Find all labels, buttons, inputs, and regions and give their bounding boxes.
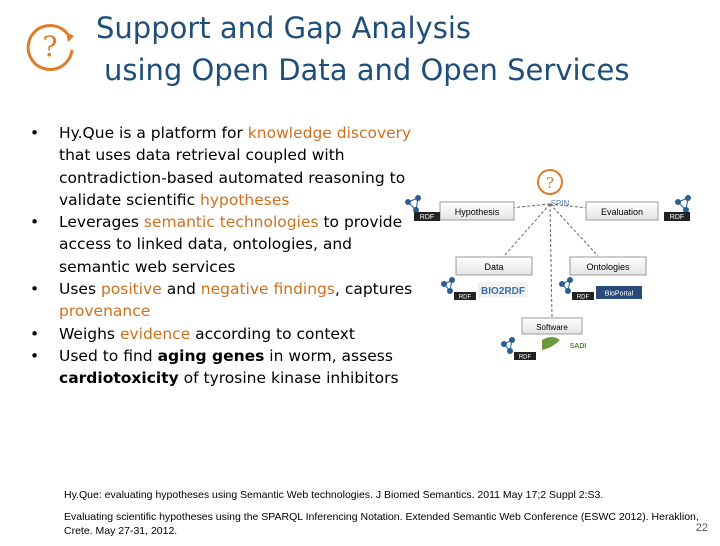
highlight-term: positive	[100, 280, 162, 299]
highlight-term: negative findings	[200, 280, 335, 299]
highlight-term: provenance	[59, 302, 151, 321]
rdf-label: RDF	[518, 354, 532, 361]
svg-text:?: ?	[42, 30, 58, 63]
sadi-label: SADI	[569, 343, 587, 350]
bullet-text: that uses data retrieval coupled with contradiction-based automated reasoning to validate scientific	[59, 146, 406, 209]
bullet-item	[26, 211, 416, 278]
hypothesis-label: Hypothesis	[454, 207, 500, 217]
rdf-icon	[441, 277, 476, 301]
reference-1: Hy.Que: evaluating hypotheses using Semantic Web technologies. J Biomed Semantics. 2011 May 17;2 Suppl 2:S3.	[64, 489, 604, 501]
sadi-logo-icon	[542, 337, 586, 350]
rdf-label: RDF	[669, 214, 685, 221]
rdf-icon	[664, 195, 691, 221]
data-box	[456, 257, 532, 275]
bio2rdf-logo-icon	[478, 282, 528, 298]
bullet-list	[26, 122, 416, 390]
references	[64, 488, 704, 546]
rdf-icon	[405, 195, 440, 221]
bold-term: aging genes	[157, 346, 265, 365]
highlight-term: hypotheses	[200, 190, 290, 209]
bioportal-logo-icon	[596, 286, 642, 299]
software-label: Software	[536, 323, 568, 332]
highlight-term: evidence	[119, 324, 191, 343]
evaluation-label: Evaluation	[600, 207, 644, 217]
hypothesis-box	[440, 202, 514, 220]
bullet-text: according to context	[190, 324, 355, 343]
bullet-text: Leverages	[59, 213, 144, 232]
reference-2: Evaluating scientific hypotheses using the SPARQL Inferencing Notation. Extended Semantic Web Conference (ESWC 2012). Heraklion, Crete. May 27-31, 2012.	[64, 511, 699, 537]
bullet-text: to provide access to linked data, ontologies, and semantic web services	[59, 213, 403, 276]
highlight-term: semantic technologies	[143, 213, 319, 232]
rdf-label: RDF	[576, 294, 590, 301]
bullet-text: Used to find	[59, 346, 158, 365]
svg-text:?: ?	[545, 174, 555, 192]
rdf-label: RDF	[419, 214, 435, 221]
evaluation-box	[586, 202, 658, 220]
bullet-text: Hy.Que is a platform for	[59, 124, 248, 142]
bullet-item	[26, 345, 416, 390]
title-line-2: using Open Data and Open Services	[104, 53, 630, 87]
rdf-icon	[559, 277, 594, 301]
page-number: 22	[695, 522, 708, 534]
bio2rdf-label: BIO2RDF	[481, 286, 525, 297]
bullet-item	[26, 323, 416, 345]
ontologies-label: Ontologies	[586, 262, 630, 272]
hyque-logo-icon	[22, 18, 78, 74]
rdf-label: RDF	[458, 294, 472, 301]
bioportal-label: BioPortal	[604, 290, 634, 298]
software-box	[522, 318, 582, 334]
data-label: Data	[484, 262, 504, 272]
bold-term: cardiotoxicity	[59, 369, 179, 388]
page-title	[96, 4, 706, 94]
ontologies-box	[570, 257, 646, 275]
bullet-text: Uses	[59, 280, 101, 299]
spin-logo-icon	[538, 170, 570, 208]
bullet-item	[26, 122, 416, 211]
bullet-text: , captures	[334, 280, 413, 299]
spin-label: SPIN	[550, 199, 570, 208]
rdf-icon	[501, 337, 536, 361]
title-line-1: Support and Gap Analysis	[96, 11, 471, 45]
highlight-term: knowledge discovery	[247, 124, 412, 142]
architecture-diagram	[392, 158, 710, 376]
bullet-text: and	[161, 280, 201, 299]
bullet-item	[26, 278, 416, 323]
bullet-text: Weighs	[59, 324, 120, 343]
bullet-text: of tyrosine kinase inhibitors	[178, 369, 399, 388]
bullet-text: in worm, assess	[264, 346, 393, 365]
